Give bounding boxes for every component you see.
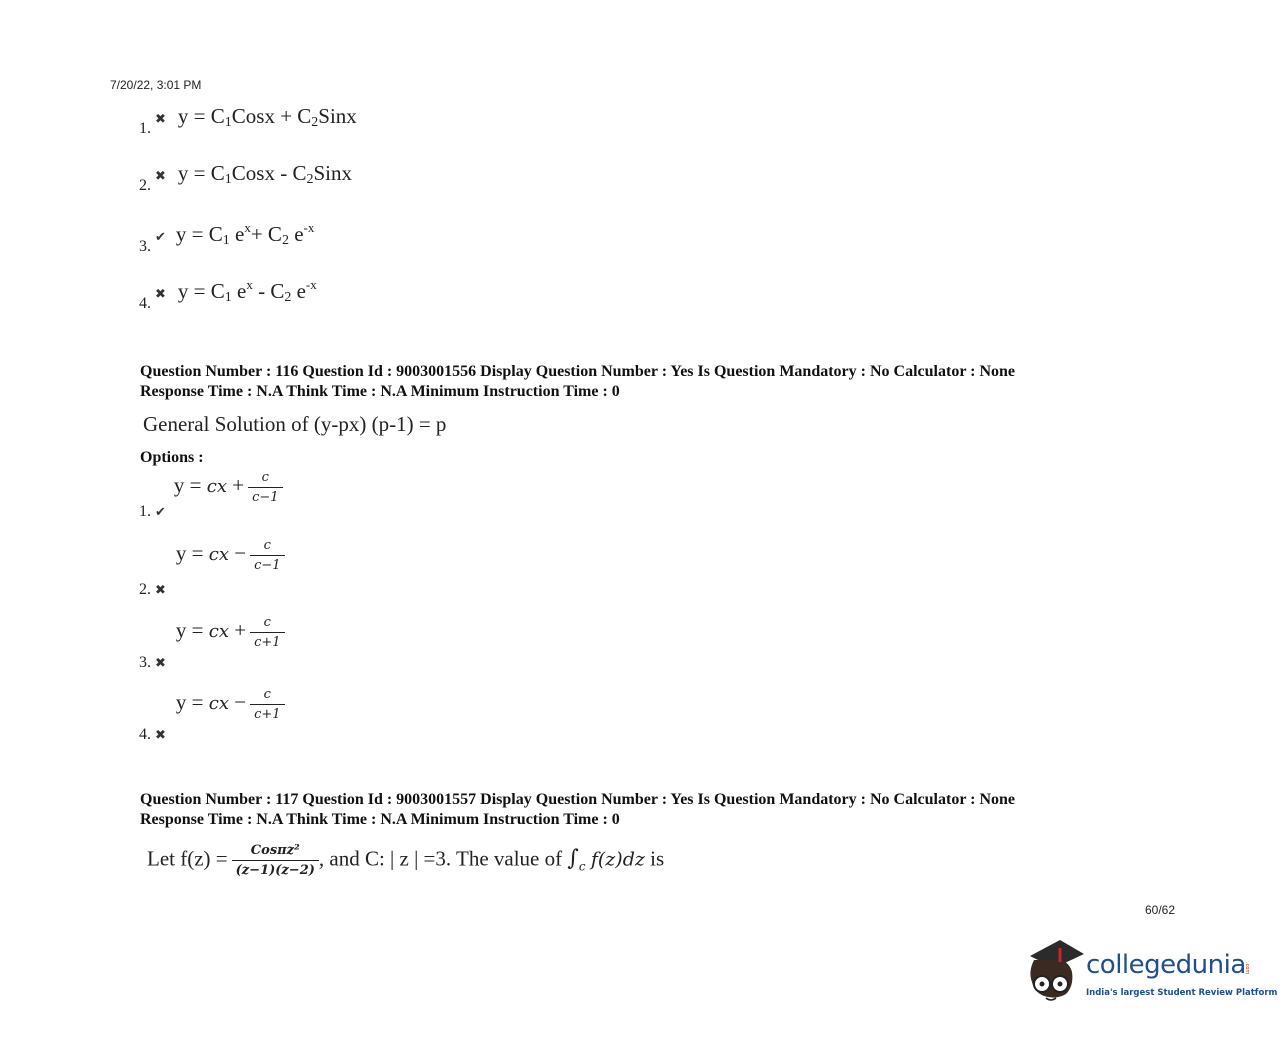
options-label: Options : <box>140 449 204 466</box>
option-formula: $y = C_1Cosx$ + $C_2Sinx$ <box>177 104 357 130</box>
q116-option-3 <box>139 615 285 672</box>
wrong-mark-icon: ✖ <box>155 111 166 126</box>
page-number: 60/62 <box>1145 903 1176 917</box>
question-lead: Let f(z) = <box>147 846 228 871</box>
check-mark-icon: ✔ <box>155 504 166 520</box>
question-meta-line2: Response Time : N.A Think Time : N.A Minimum Instruction Time : 0 <box>140 383 620 400</box>
question-meta <box>140 362 1015 402</box>
integral-sign: $\int_c$ <box>567 846 586 874</box>
question-meta <box>140 790 1015 830</box>
option-number: 4. <box>139 295 151 312</box>
fraction: $\frac{\text{Cosπz²}}{(z-1)(z-2)}$ <box>232 843 319 878</box>
option-number: 2. <box>139 177 151 194</box>
brand-logo <box>1022 938 1278 1008</box>
prev-option-3 <box>139 220 315 255</box>
prev-option-4 <box>139 277 317 312</box>
prev-option-2 <box>139 161 352 194</box>
option-formula: y = cx − $\frac{c}{c+1}$ <box>176 690 285 714</box>
q116-option-4 <box>139 687 285 744</box>
option-formula: $y = C_1$ $e^x+ C_2$ $e^{-x}$ <box>175 220 315 248</box>
option-number: 3. <box>139 654 151 672</box>
option-number: 4. <box>139 726 151 744</box>
wrong-mark-icon: ✖ <box>155 582 166 598</box>
question-text: General Solution of (y-px) (p-1) = p <box>143 412 447 436</box>
integrand: f(z)dz <box>590 848 645 871</box>
brand-suffix: .com <box>1244 962 1250 975</box>
brand-name: collegedunia <box>1086 950 1246 980</box>
wrong-mark-icon: ✖ <box>155 168 166 183</box>
option-number: 1. <box>139 120 151 137</box>
option-formula: $y = C_1Cosx$ - $C_2Sinx$ <box>177 161 352 187</box>
question-meta-line1: Question Number : 116 Question Id : 9003001556 Display Question Number : Yes Is Question Mandatory : No Calculator : None <box>140 363 1016 380</box>
option-number: 1. <box>139 503 151 521</box>
wrong-mark-icon: ✖ <box>155 655 166 671</box>
wrong-mark-icon: ✖ <box>155 727 166 743</box>
option-formula: $y = C_1$ $e^x - C_2$ $e^{-x}$ <box>177 277 317 305</box>
q116-option-2 <box>139 538 285 599</box>
wrong-mark-icon: ✖ <box>155 286 166 301</box>
question-meta-line1: Question Number : 117 Question Id : 9003001557 Display Question Number : Yes Is Question Mandatory : No Calculator : None <box>140 791 1016 808</box>
question-text: Let f(z) = $\frac{\text{Cosπz²}}{(z-1)(z-2)}$ , and C: | z | =3. The value of $\int_c$ f(z)dz is <box>147 843 665 878</box>
option-formula: y = cx − $\frac{c}{c-1}$ <box>176 541 285 565</box>
option-number: 2. <box>139 581 151 599</box>
mascot-icon <box>1022 938 1088 1008</box>
option-formula: y = cx + $\frac{c}{c+1}$ <box>176 618 285 642</box>
check-mark-icon: ✔ <box>155 229 166 244</box>
option-number: 3. <box>139 238 151 255</box>
print-timestamp: 7/20/22, 3:01 PM <box>110 78 202 92</box>
q116-option-1 <box>139 470 283 521</box>
brand-tagline: India's largest Student Review Platform <box>1086 988 1278 998</box>
prev-option-1 <box>139 104 357 137</box>
question-meta-line2: Response Time : N.A Think Time : N.A Minimum Instruction Time : 0 <box>140 811 620 828</box>
option-formula: y = cx + $\frac{c}{c-1}$ <box>174 473 283 497</box>
